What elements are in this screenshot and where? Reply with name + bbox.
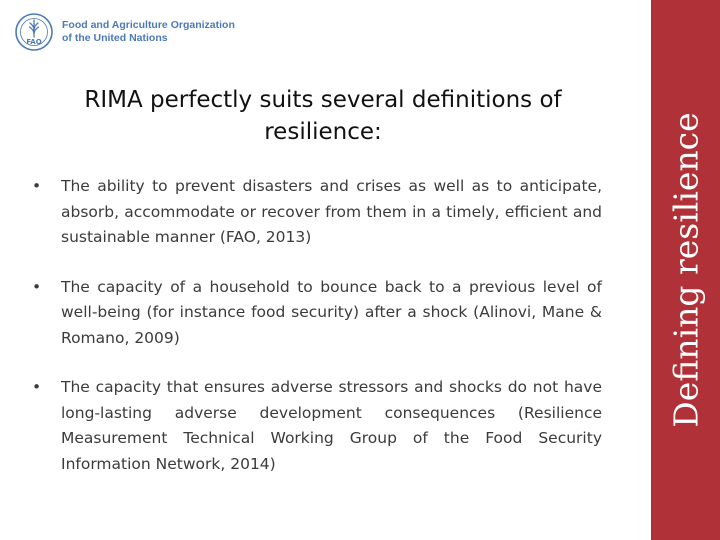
org-name-line2: of the United Nations [62, 32, 168, 44]
definition-bullet-fsin: • The capacity that ensures adverse stressors and shocks do not have long-lasting adverse development consequences (Resilience Measurement Technical Working Group of the Food Security Information Network, 2014) [30, 375, 602, 477]
fao-emblem-icon [14, 12, 54, 52]
fao-emblem-text: FAO [26, 38, 42, 46]
side-band-label: Defining resilience [666, 112, 706, 428]
org-name-line1: Food and Agriculture Organization [62, 19, 235, 31]
definition-bullet-fao: • The ability to prevent disasters and crises as well as to anticipate, absorb, accommodate or recover from them in a timely, efficient and sustainable manner (FAO, 2013) [30, 174, 602, 251]
definition-bullet-alinovi: • The capacity of a household to bounce back to a previous level of well-being (for instance food security) after a shock (Alinovi, Mane & Romano, 2009) [30, 275, 602, 352]
slide-title: RIMA perfectly suits several definitions of resilience: [84, 87, 562, 145]
fao-logo [14, 12, 235, 52]
definition-list [30, 174, 602, 501]
organization-name [62, 19, 235, 45]
